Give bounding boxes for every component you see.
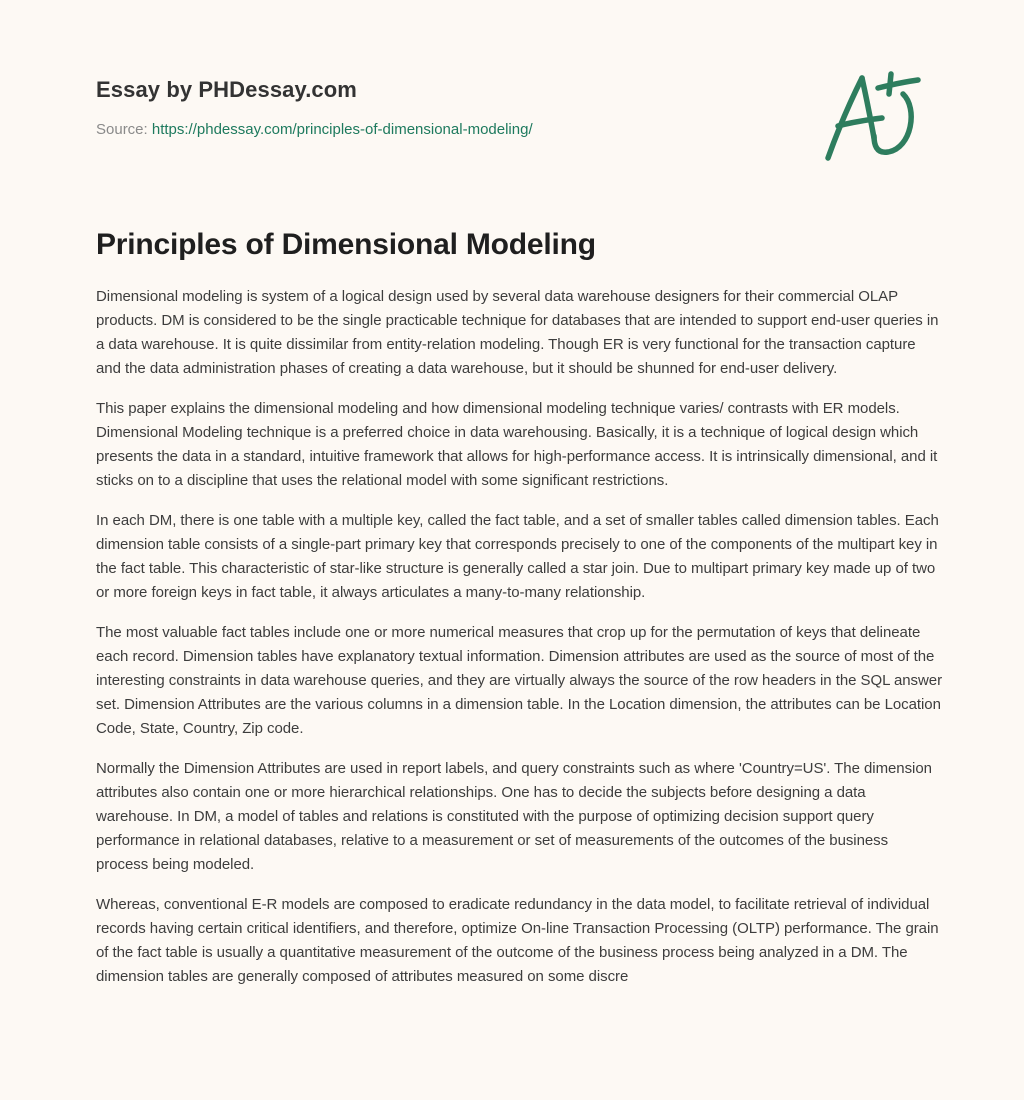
source-label: Source: xyxy=(96,121,152,138)
paragraph: This paper explains the dimensional modeling and how dimensional modeling technique varies/ contrasts with ER models. Dimensional Modeling technique is a preferred choice in data warehousing. Basically, it is a technique of logical design which presents the data in a standard, intuitive framework that allows for high-performance access. It is intrinsically dimensional, and it sticks on to a discipline that uses the relational model with some significant restrictions. xyxy=(96,400,938,489)
paragraph: In each DM, there is one table with a multiple key, called the fact table, and a set of smaller tables called dimension tables. Each dimension table consists of a single-part primary key that corresponds precisely to one of the components of the multipart key in the fact table. This characteristic of star-like structure is generally called a star join. Due to multipart primary key made up of two or more foreign keys in fact table, it always articulates a many-to-many relationship. xyxy=(96,512,939,601)
document-body xyxy=(96,285,942,1005)
source-line xyxy=(96,120,796,140)
site-title: Essay by PHDessay.com xyxy=(96,77,357,102)
page-header xyxy=(96,76,796,140)
paragraph: The most valuable fact tables include one or more numerical measures that crop up for the permutation of keys that delineate each record. Dimension tables have explanatory textual information. Dimension attributes are used as the source of most of the interesting constraints in data warehouse queries, and they are virtually always the source of the row headers in the SQL answer set. Dimension Attributes are the various columns in a dimension table. In the Location dimension, the attributes can be Location Code, State, Country, Zip code. xyxy=(96,624,943,737)
paragraph: Dimensional modeling is system of a logical design used by several data warehouse designers for their commercial OLAP products. DM is considered to be the single practicable technique for databases that are intended to support end-user queries in a data warehouse. It is quite dissimilar from entity-relation modeling. Though ER is very functional for the transaction capture and the data administration phases of creating a data warehouse, but it should be shunned for end-user delivery. xyxy=(96,288,939,377)
paragraph: Normally the Dimension Attributes are used in report labels, and query constraints such as where 'Country=US'. The dimension attributes also contain one or more hierarchical relationships. One has to decide the subjects before designing a data warehouse. In DM, a model of tables and relations is constituted with the purpose of optimizing decision support query performance in relational databases, relative to a measurement or set of measurements of the outcomes of the business process being modeled. xyxy=(96,760,932,873)
source-link[interactable]: https://phdessay.com/principles-of-dimensional-modeling/ xyxy=(151,121,533,138)
a-plus-grade-icon xyxy=(818,64,934,170)
document-title: Principles of Dimensional Modeling xyxy=(96,228,596,261)
paragraph: Whereas, conventional E-R models are composed to eradicate redundancy in the data model, to facilitate retrieval of individual records having certain critical identifiers, and therefore, optimize On-line Transaction Processing (OLTP) performance. The grain of the fact table is usually a quantitative measurement of the outcome of the business process being analyzed in a DM. The dimension tables are generally composed of attributes measured on some discre xyxy=(96,896,939,985)
